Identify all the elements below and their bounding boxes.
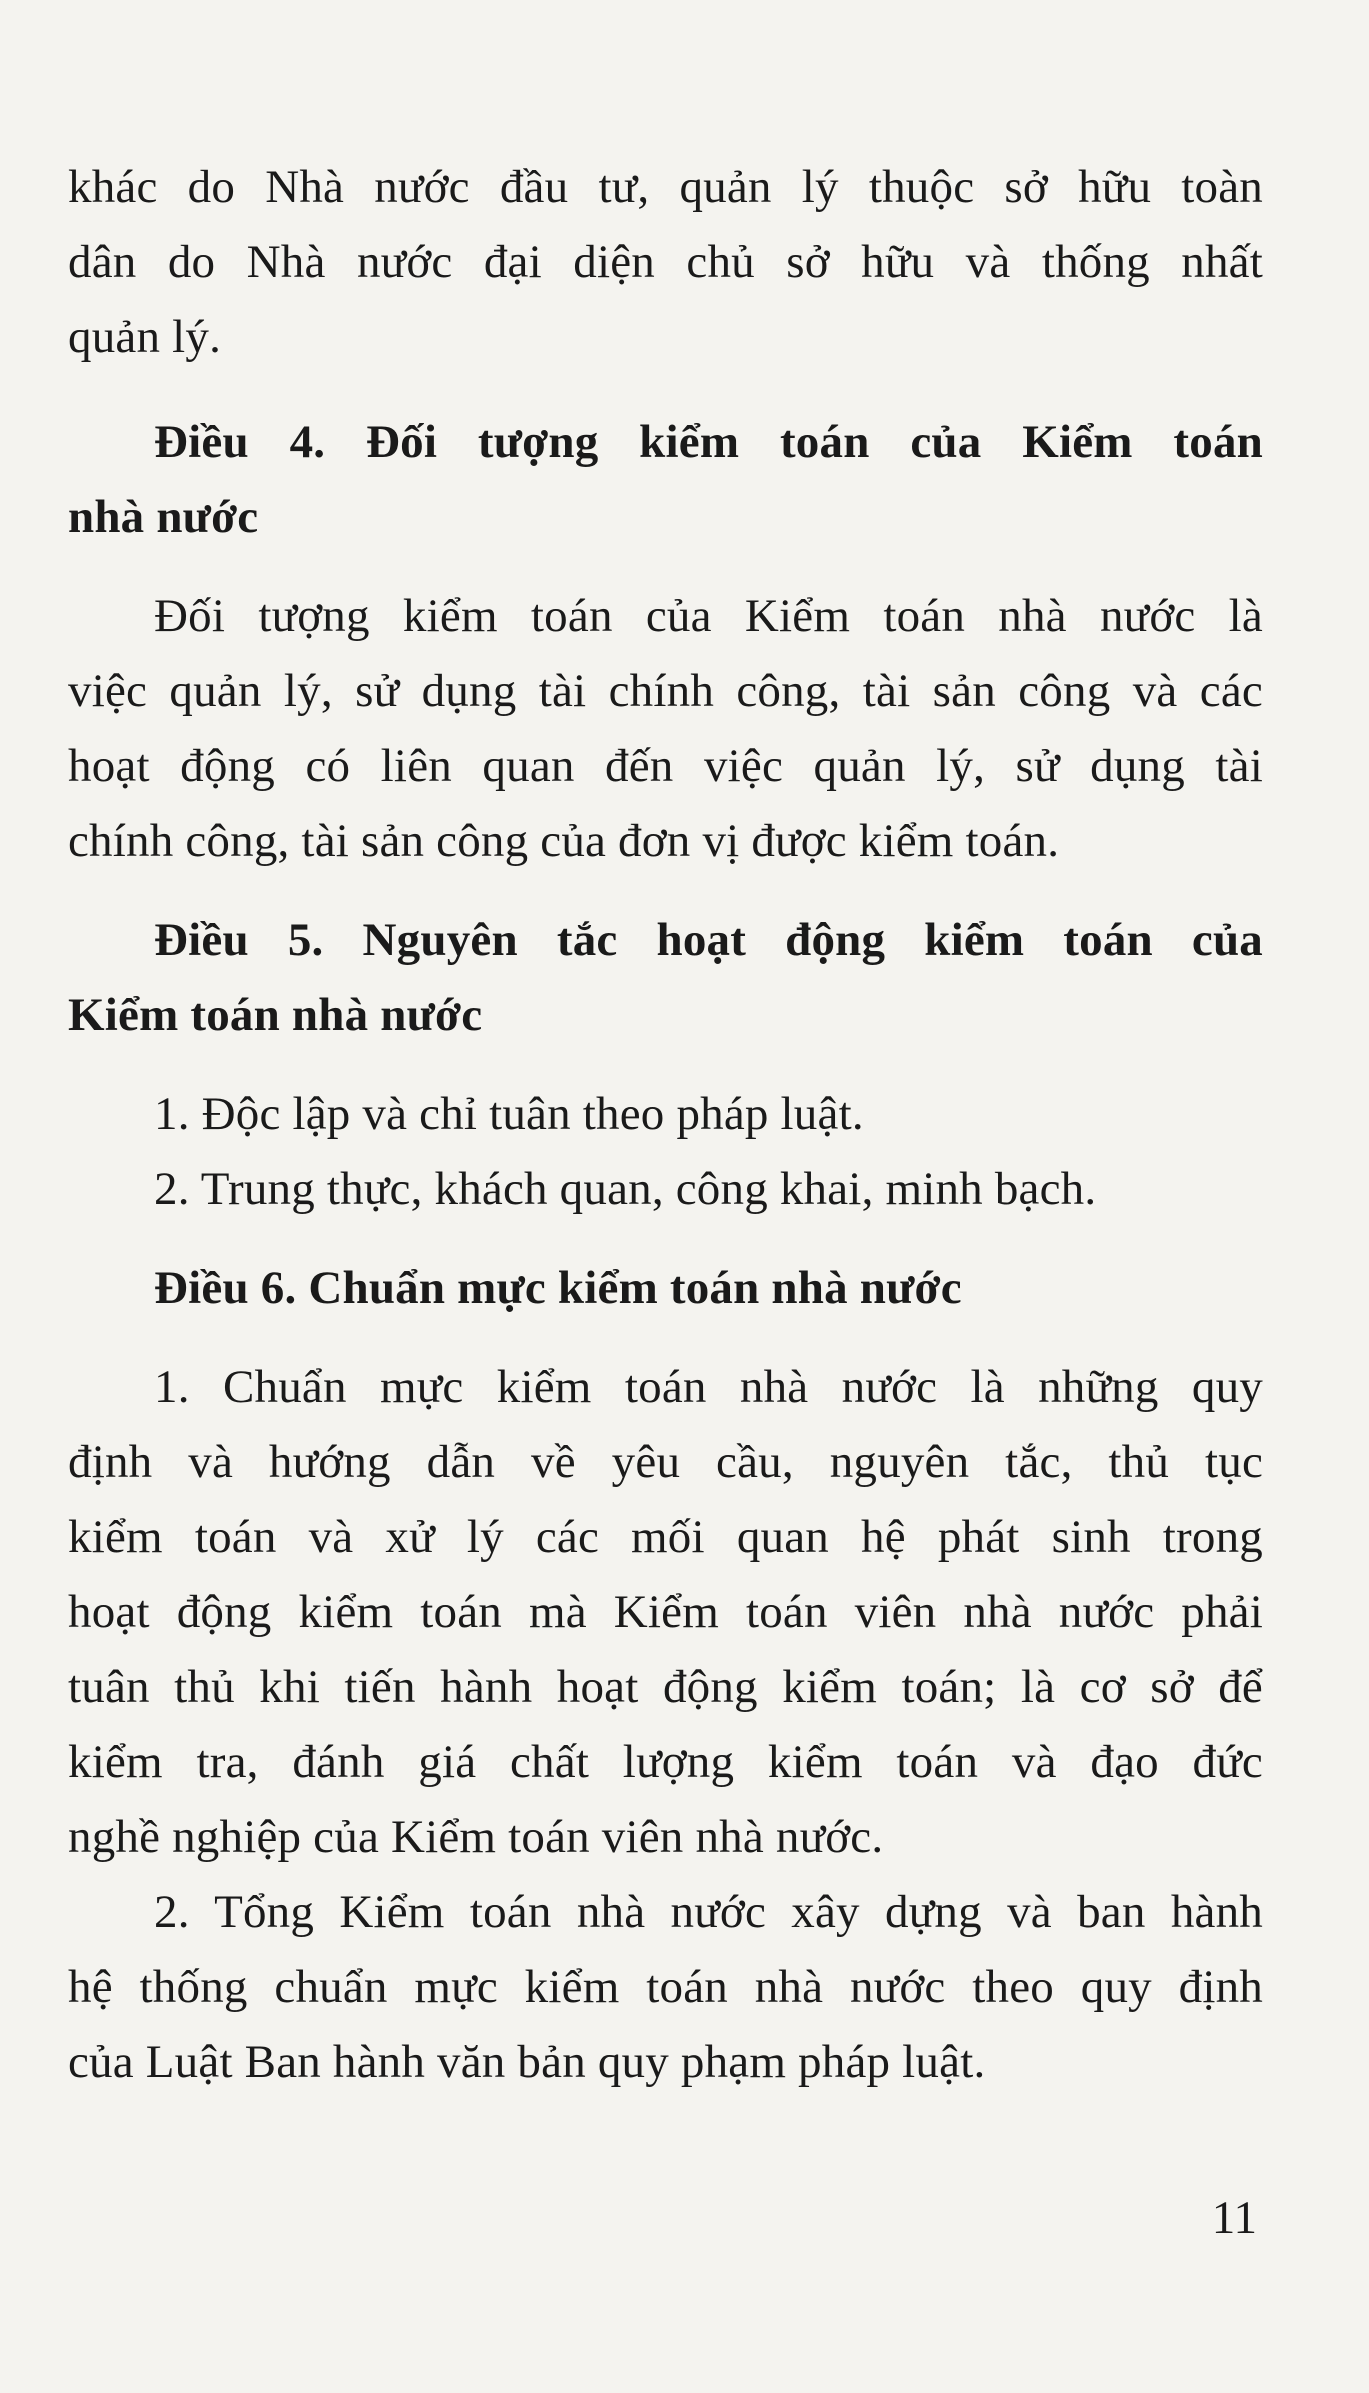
- heading-line: Điều 5. Nguyên tắc hoạt động kiểm toán của: [154, 914, 1263, 966]
- heading-line: nhà nước: [68, 491, 259, 543]
- article-6-paragraph-1: [68, 1350, 1263, 1875]
- text-line: kiểm toán và xử lý các mối quan hệ phát sinh trong: [68, 1511, 1263, 1563]
- text-line: quản lý.: [68, 311, 222, 363]
- heading-line: Điều 6. Chuẩn mực kiểm toán nhà nước: [154, 1262, 962, 1314]
- article-6-heading: [68, 1251, 1263, 1326]
- article-6-paragraph-2: [68, 1875, 1263, 2100]
- page-body: [68, 150, 1263, 2100]
- list-item: 2. Trung thực, khách quan, công khai, minh bạch.: [154, 1163, 1097, 1215]
- text-line: nghề nghiệp của Kiểm toán viên nhà nước.: [68, 1811, 884, 1863]
- list-item: 1. Độc lập và chỉ tuân theo pháp luật.: [154, 1088, 864, 1140]
- text-line: kiểm tra, đánh giá chất lượng kiểm toán và đạo đức: [68, 1736, 1263, 1788]
- text-line: định và hướng dẫn về yêu cầu, nguyên tắc, thủ tục: [68, 1436, 1263, 1488]
- text-line: hoạt động có liên quan đến việc quản lý, sử dụng tài: [68, 740, 1263, 792]
- text-line: dân do Nhà nước đại diện chủ sở hữu và thống nhất: [68, 236, 1263, 288]
- article-5-items: [68, 1077, 1263, 1227]
- article-4: [68, 405, 1263, 879]
- text-line: việc quản lý, sử dụng tài chính công, tài sản công và các: [68, 665, 1263, 717]
- text-line: của Luật Ban hành văn bản quy phạm pháp luật.: [68, 2036, 986, 2088]
- heading-line: Điều 4. Đối tượng kiểm toán của Kiểm toán: [154, 416, 1263, 468]
- text-line: hệ thống chuẩn mực kiểm toán nhà nước theo quy định: [68, 1961, 1263, 2013]
- text-line: Đối tượng kiểm toán của Kiểm toán nhà nước là: [154, 590, 1263, 642]
- text-line: khác do Nhà nước đầu tư, quản lý thuộc sở hữu toàn: [68, 161, 1263, 213]
- text-line: chính công, tài sản công của đơn vị được kiểm toán.: [68, 815, 1060, 867]
- text-line: tuân thủ khi tiến hành hoạt động kiểm toán; là cơ sở để: [68, 1661, 1263, 1713]
- article-5: [68, 903, 1263, 1227]
- heading-line: Kiểm toán nhà nước: [68, 989, 483, 1041]
- intro-paragraph: [68, 150, 1263, 375]
- text-line: 2. Tổng Kiểm toán nhà nước xây dựng và ban hành: [154, 1886, 1263, 1938]
- text-line: hoạt động kiểm toán mà Kiểm toán viên nhà nước phải: [68, 1586, 1263, 1638]
- text-line: 1. Chuẩn mực kiểm toán nhà nước là những quy: [154, 1361, 1263, 1413]
- page-number: 11: [1211, 2192, 1257, 2244]
- article-5-heading: [68, 903, 1263, 1053]
- article-4-heading: [68, 405, 1263, 555]
- article-4-body: [68, 579, 1263, 879]
- article-6: [68, 1251, 1263, 2100]
